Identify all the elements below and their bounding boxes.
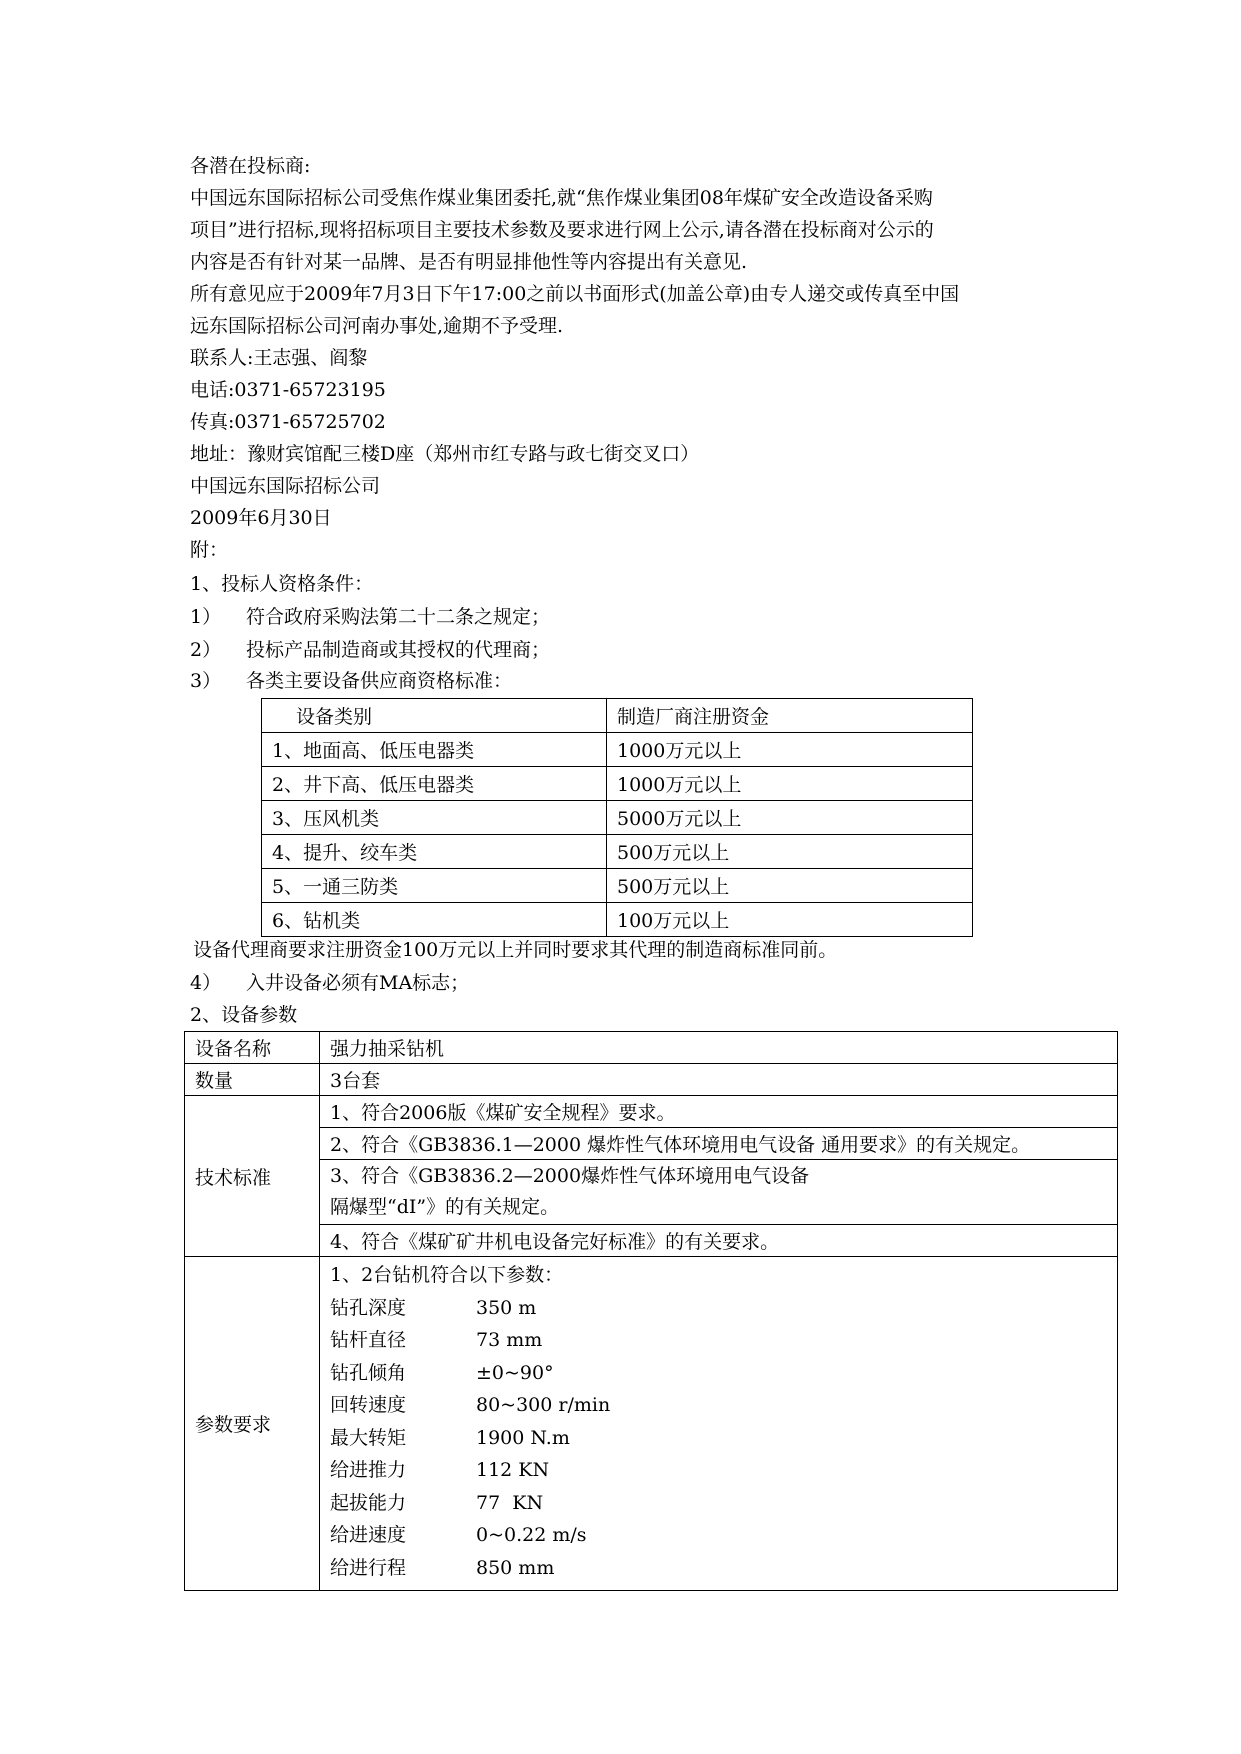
param-name: 最大转矩 — [330, 1426, 407, 1449]
table-cell: 5、一通三防类 — [262, 869, 607, 903]
table-cell: 3、压风机类 — [262, 801, 607, 835]
greeting: 各潜在投标商: — [190, 155, 311, 177]
param-name: 钻孔倾角 — [330, 1361, 407, 1384]
qualification-item — [190, 665, 512, 697]
param-value: 73 mm — [476, 1329, 543, 1351]
table-row — [185, 1032, 1118, 1064]
company-name: 中国远东国际招标公司 — [190, 475, 381, 497]
table-cell: 6、钻机类 — [262, 903, 607, 937]
table-row — [262, 869, 973, 903]
param-value: 0~0.22 m/s — [476, 1524, 587, 1546]
table-row — [262, 733, 973, 767]
param-name: 起拔能力 — [330, 1491, 407, 1514]
notice-line: 中国远东国际招标公司受焦作煤业集团委托,就“焦作煤业集团08年煤矿安全改造设备采购 — [190, 187, 933, 209]
qualification-item — [190, 601, 550, 633]
section2-title: 2、设备参数 — [190, 1004, 298, 1026]
item-text: 各类主要设备供应商资格标准： — [246, 670, 513, 692]
notice-line: 项目”进行招标,现将招标项目主要技术参数及要求进行网上公示,请各潜在投标商对公示的 — [190, 219, 934, 241]
header-cell: 制造厂商注册资金 — [607, 699, 973, 733]
param-name: 钻杆直径 — [330, 1329, 407, 1351]
param-name: 给进行程 — [330, 1556, 407, 1579]
table-row — [185, 1128, 1118, 1160]
param-value: 1900 N.m — [476, 1426, 570, 1449]
table-row — [262, 767, 973, 801]
quantity-value: 3台套 — [320, 1064, 1118, 1096]
phone: 电话:0371-65723195 — [190, 379, 386, 401]
address: 地址：豫财宾馆配三楼D座（郑州市红专路与政七街交叉口） — [190, 443, 700, 465]
table-row — [262, 835, 973, 869]
table-row — [185, 1096, 1118, 1128]
table-row — [185, 1257, 1118, 1591]
item-number: 4） — [190, 972, 222, 994]
qualification-table — [261, 698, 973, 937]
qualification-item — [190, 967, 469, 999]
notice-date: 2009年6月30日 — [190, 507, 332, 529]
fax: 传真:0371-65725702 — [190, 411, 386, 433]
row-label: 参数要求 — [185, 1257, 320, 1591]
row-label: 数量 — [185, 1064, 320, 1096]
param-name: 钻孔深度 — [330, 1296, 407, 1319]
tech-standard: 2、符合《GB3836.1—2000 爆炸性气体环境用电气设备 通用要求》的有关规定。 — [320, 1128, 1118, 1160]
param-value: 850 mm — [476, 1556, 555, 1579]
item-number: 3） — [190, 670, 222, 692]
param-value: 80~300 r/min — [476, 1394, 611, 1416]
table-header-row — [262, 699, 973, 733]
table-cell: 5000万元以上 — [607, 801, 973, 835]
param-name: 给进速度 — [330, 1524, 407, 1546]
table-cell: 2、井下高、低压电器类 — [262, 767, 607, 801]
param-name: 给进推力 — [330, 1459, 407, 1481]
table-row — [262, 903, 973, 937]
notice-line: 内容是否有针对某一品牌、是否有明显排他性等内容提出有关意见. — [190, 251, 748, 273]
qualification-item — [190, 634, 550, 666]
header-cell: 设备类别 — [262, 699, 607, 733]
agent-note: 设备代理商要求注册资金100万元以上并同时要求其代理的制造商标准同前。 — [193, 939, 838, 961]
parameter-grid — [330, 1292, 1107, 1585]
table-row — [185, 1225, 1118, 1257]
notice-line: 所有意见应于2009年7月3日下午17:00之前以书面形式(加盖公章)由专人递交或传真至中国 — [190, 283, 960, 305]
table-cell: 1000万元以上 — [607, 767, 973, 801]
section1-title: 1、投标人资格条件： — [190, 573, 374, 595]
table-cell: 500万元以上 — [607, 869, 973, 903]
item-number: 1） — [190, 606, 222, 628]
table-cell: 100万元以上 — [607, 903, 973, 937]
param-value: ±0~90° — [476, 1361, 554, 1384]
table-cell: 4、提升、绞车类 — [262, 835, 607, 869]
row-label: 设备名称 — [185, 1032, 320, 1064]
tech-standard: 4、符合《煤矿矿井机电设备完好标准》的有关要求。 — [320, 1225, 1118, 1257]
item-text: 符合政府采购法第二十二条之规定； — [246, 606, 551, 628]
item-text: 入井设备必须有MA标志； — [246, 972, 470, 994]
parameter-intro: 1、2台钻机符合以下参数： — [330, 1264, 564, 1286]
parameter-list — [320, 1257, 1118, 1591]
param-value: 350 m — [476, 1296, 537, 1319]
tech-standard: 1、符合2006版《煤矿安全规程》要求。 — [320, 1096, 1118, 1128]
table-cell: 1、地面高、低压电器类 — [262, 733, 607, 767]
row-label: 技术标准 — [185, 1096, 320, 1257]
table-row — [185, 1064, 1118, 1096]
table-row — [262, 801, 973, 835]
tech-standard — [320, 1160, 1118, 1225]
contact-person: 联系人:王志强、阎黎 — [190, 347, 368, 369]
equipment-parameter-table — [184, 1031, 1118, 1591]
param-value: 77 KN — [476, 1491, 544, 1514]
tech-standard-line: 3、符合《GB3836.2—2000爆炸性气体环境用电气设备 — [330, 1165, 810, 1187]
notice-line: 远东国际招标公司河南办事处,逾期不予受理. — [190, 315, 564, 337]
table-cell: 1000万元以上 — [607, 733, 973, 767]
param-name: 回转速度 — [330, 1394, 407, 1416]
item-text: 投标产品制造商或其授权的代理商； — [246, 639, 551, 661]
equipment-name: 强力抽采钻机 — [320, 1032, 1118, 1064]
table-cell: 500万元以上 — [607, 835, 973, 869]
item-number: 2） — [190, 639, 222, 661]
tech-standard-line: 隔爆型“dⅠ”》的有关规定。 — [330, 1196, 560, 1218]
table-row — [185, 1160, 1118, 1225]
appendix-label: 附： — [190, 539, 229, 561]
param-value: 112 KN — [476, 1459, 550, 1481]
